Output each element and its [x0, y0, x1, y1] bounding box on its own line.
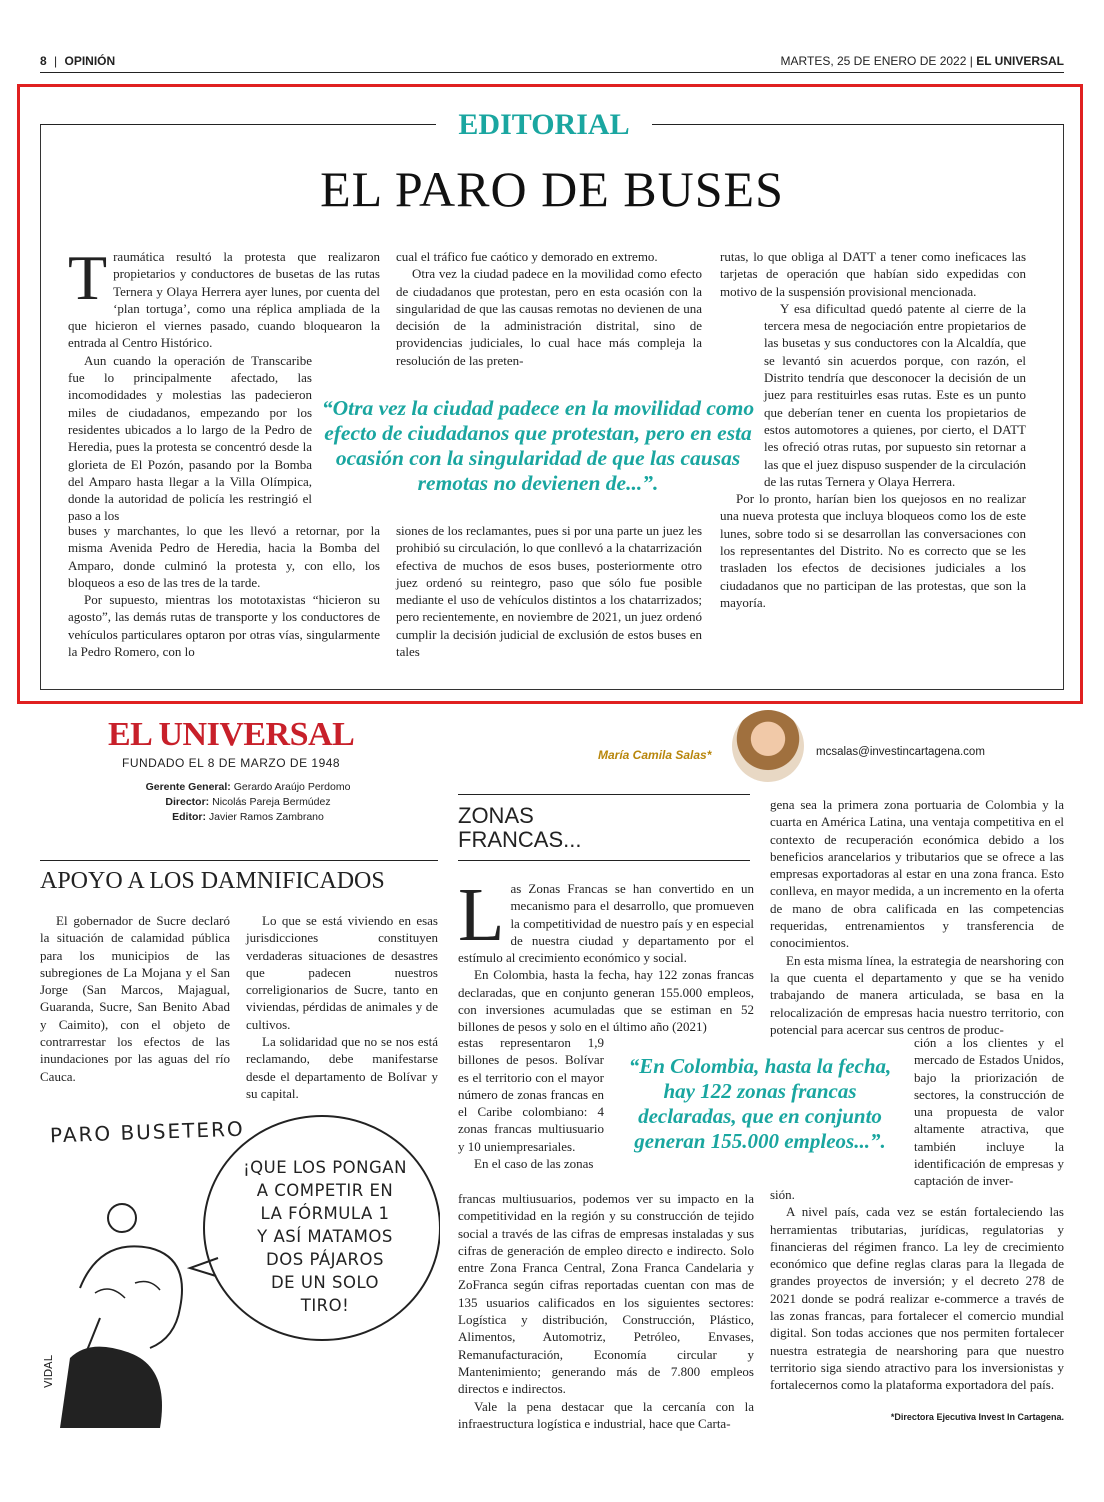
cartoon-caption: PARO BUSETERO	[49, 1116, 246, 1148]
editorial-column-2-bottom	[396, 522, 702, 660]
cartoon-signature: VIDAL	[42, 1355, 55, 1388]
staff-role: Director:	[165, 796, 210, 808]
editorial-paragraph: raumática resultó la protesta que realizaron propietarios y conductores de busetas de las rutas Ternera y Olaya Herrera ayer lunes, por cuenta del ‘plan tortuga’, como una réplica ampliada de la que hicieron el viernes pasado, cuando bloquearon la entrada al Centro Histórico.	[68, 249, 380, 351]
column-title-rule	[458, 860, 750, 861]
column-paragraph: sión.	[770, 1187, 795, 1202]
column-col-2	[770, 796, 1064, 1038]
staff-role: Editor:	[172, 811, 206, 823]
header-rule	[40, 72, 1064, 73]
column-col-2-narrow	[914, 1034, 1064, 1190]
column-title	[458, 804, 658, 852]
apoyo-paragraph: Lo que se está viviendo en esas jurisdicciones constituyen verdaderas situaciones de desastres que padecen nuestros correligionarios de Sucre, tanto en viviendas, pérdidas de animales y de cultivos.	[246, 913, 438, 1032]
author-email: mcsalas@investincartagena.com	[816, 746, 985, 758]
column-col-1	[458, 873, 754, 1036]
issue-date: MARTES, 25 DE ENERO DE 2022	[780, 54, 967, 68]
speech-line: DE UN SOLO	[270, 1273, 380, 1292]
apoyo-top-rule	[40, 860, 438, 861]
column-paragraph: as Zonas Francas se han convertido en un mecanismo para el desarrollo, que promueven la competitividad de nuestro país y en especial de nuestra ciudad y departamento por el estímulo al crecimiento económico y social.	[458, 881, 754, 966]
section-name: OPINIÓN	[64, 54, 116, 68]
staff-name: Gerardo Araújo Perdomo	[233, 781, 351, 793]
editorial-paragraph: buses y marchantes, lo que les llevó a retornar, por la misma Avenida Pedro de Heredia, hacia la Bomba del Amparo, donde culminó la protesta y, con ello, los bloqueos a eso de las tres de la tarde.	[68, 523, 380, 590]
editorial-pullquote: “Otra vez la ciudad padece en la movilidad como efecto de ciudadanos que protestan, pero en esta ocasión con la singularidad de que las causas remotas no devienen de...”.	[321, 396, 755, 495]
editorial-column-2	[396, 248, 702, 369]
column-col-2-bottom	[770, 1186, 1064, 1394]
editorial-title: EL PARO DE BUSES	[320, 161, 784, 217]
apoyo-title: APOYO A LOS DAMNIFICADOS	[40, 868, 385, 894]
page-number: 8	[40, 54, 47, 68]
editorial-paragraph: siones de los reclamantes, pues si por una parte un juez les prohibió su circulación, lo que conllevó a la chatarrización efectiva de muchos de esos buses, posteriormente otro juez ordenó su reintegro, paso que sólo fue posible mediante el uso de vehículos distintos a los chatarrizados; pero recientemente, en noviembre de 2021, un juez ordenó cumplir la decisión judicial de exclusión de estos buses en tales	[396, 523, 702, 660]
masthead-founded: FUNDADO EL 8 DE MARZO DE 1948	[122, 756, 341, 770]
speech-line: ¡QUE LOS PONGAN	[243, 1158, 407, 1177]
column-paragraph: En Colombia, hasta la fecha, hay 122 zonas francas declaradas, que en conjunto generan 155.000 empleos, con inversiones acumuladas que se estiman en 52 billones de pesos y solo en el último año (2021)	[458, 967, 754, 1035]
speech-line: LA FÓRMULA 1	[260, 1204, 390, 1223]
masthead-logo: EL UNIVERSAL	[108, 716, 355, 753]
editorial-column-1-bottom	[68, 522, 380, 660]
apoyo-column-1	[40, 912, 230, 1085]
column-paragraph: En esta misma línea, la estrategia de nearshoring con la que cuenta el departamento y que se ha venido trabajando de manera articulada, se basa en la relocalización de empresas hacia nuestro territorio, con potencial para acercar sus centros de produc-	[770, 952, 1064, 1037]
column-paragraph: En el caso de las zonas	[474, 1156, 594, 1172]
column-pullquote: “En Colombia, hasta la fecha, hay 122 zonas francas declaradas, que en conjunto generan 155.000 empleos...”.	[628, 1054, 892, 1153]
staff-role: Gerente General:	[145, 781, 231, 793]
editorial-paragraph: rutas, lo que obliga al DATT a tener como ineficaces las tarjetas de operación que habían sido expedidas con motivo de la suspensión provisional mencionada.	[720, 249, 1026, 299]
column-paragraph: A nivel país, cada vez se están fortaleciendo las herramientas tributarias, jurídicas, regulatorias y financieras del régimen franco. La ley de crecimiento económico que define reglas claras para la llegada de grandes proyectos de inversión; y el decreto 278 de 2021 donde se podrá realizar e-commerce a través de las zonas francas, para fortalecer el comercio mundial digital. Son todas acciones que nos permiten fortalecer nuestra estrategia de nearshoring para que nuestro territorio siga siendo atractivo para los inversionistas y fortalecernos como la plataforma exportadora del país.	[770, 1204, 1064, 1393]
speech-line: DOS PÁJAROS	[266, 1250, 384, 1269]
column-col-1-bottom	[458, 1190, 754, 1432]
editorial-dropcap: T	[68, 242, 108, 313]
column-paragraph: estas representaron 1,9 billones de pesos. Bolívar es el territorio con el mayor número de zonas francas en el Caribe colombiano: 4 zonas francas multiusuario y 10 uniempresariales.	[458, 1035, 604, 1154]
editorial-paragraph: Otra vez la ciudad padece en la movilidad como efecto de ciudadanos que protestan, pero en esta ocasión con la singularidad de que las causas remotas no devienen de una decisión de la administración distrital, sino de providencias judiciales, lo cual hace más compleja la resolución de las preten-	[396, 266, 702, 368]
cartoon	[40, 1108, 440, 1438]
author-footnote: *Directora Ejecutiva Invest In Cartagena.	[890, 1412, 1064, 1422]
editorial-column-3	[720, 248, 1026, 611]
author-name: María Camila Salas*	[598, 748, 712, 762]
column-paragraph: Vale la pena destacar que la cercanía con la infraestructura logística e industrial, hace que Carta-	[458, 1398, 754, 1431]
editorial-top-rule-right	[652, 124, 1064, 125]
masthead-staff	[98, 780, 398, 825]
column-paragraph: gena sea la primera zona portuaria de Colombia y la cuarta en América Latina, una ventaja competitiva en el contexto de recuperación económica debido a los beneficios arancelarios y tributarios que se ofrece a las empresas exportadoras al estar en una zona franca. Esto conlleva, en mayor medida, a un incremento en la oferta de mano de obra calificada en las competencias requeridas, entrenamientos y transferencia de conocimientos.	[770, 797, 1064, 951]
column-paragraph: francas multiusuarios, podemos ver su impacto en la competitividad en la región y su construcción de tejido social a través de las cifras de empresas instaladas y sus cifras de generación de empleo directo e indirecto. Solo entre Zona Franca Central, Zona Franca Candelaria y ZoFranca según cifras reportadas cuentan con mas de 135 usuarios calificados en los siguientes sectores: Logística y distribución, Construcción, Plástico, Alimentos, Automotriz, Petróleo, Envases, Remanufacturación, Economía circular y Mantenimiento; generando más de 7.800 empleos directos e indirectos.	[458, 1191, 754, 1397]
apoyo-paragraph: La solidaridad que no se nos está reclamando, debe manifestarse desde el departamento de Bolívar y su capital.	[246, 1034, 438, 1101]
cartoon-speech	[230, 1156, 420, 1317]
staff-name: Javier Ramos Zambrano	[208, 811, 324, 823]
speech-line: A COMPETIR EN	[256, 1181, 394, 1200]
column-title-line: FRANCAS...	[458, 827, 582, 852]
column-title-line: ZONAS	[458, 803, 534, 828]
column-col-1-narrow	[458, 1034, 604, 1172]
editorial-paragraph: Aun cuando la operación de Transcaribe fue lo principalmente afectado, las incomodidades y molestias las padecieron miles de ciudadanos, empezando por los residentes ubicados a lo largo de la Pedro de Heredia, pues la protesta se concentró desde la glorieta de El Pozón, pasando por la Bomba del Amparo hasta llegar a la Villa Olímpica, donde la autoridad de policía les restringió el paso a los	[68, 352, 312, 524]
column-dropcap: L	[458, 873, 505, 957]
apoyo-paragraph: El gobernador de Sucre declaró la situación de calamidad pública para los municipios de las subregiones de La Mojana y el San Jorge (San Marcos, Majagual, Guaranda, Sucre, San Benito Abad y Caimito), con el objeto de contrarrestar los efectos de las inundaciones por las aguas del río Cauca.	[40, 913, 230, 1084]
speech-line: TIRO!	[300, 1296, 350, 1315]
speech-line: Y ASÍ MATAMOS	[257, 1227, 393, 1246]
column-top-rule	[458, 794, 750, 795]
apoyo-column-2	[246, 912, 438, 1102]
staff-name: Nicolás Pareja Bermúdez	[212, 796, 331, 808]
editorial-top-rule-left	[40, 124, 436, 125]
editorial-paragraph: Por lo pronto, harían bien los quejosos en no realizar una nueva protesta que incluya bloqueos como los de este lunes, sobre todo si se desarrollan las conversaciones con los representantes del Distrito. No es correcto que se les trasladen los efectos de decisiones judiciales a los ciudadanos que no participan de las protestas, que son la mayoría.	[720, 491, 1026, 610]
column-paragraph: ción a los clientes y el mercado de Estados Unidos, bajo la priorización de sectores, la construcción de una propuesta de valor altamente atractiva, que también incluye la identificación de empresas y captación de inver-	[914, 1035, 1064, 1189]
editorial-kicker: EDITORIAL	[458, 108, 630, 141]
editorial-paragraph: cual el tráfico fue caótico y demorado en extremo.	[396, 249, 658, 264]
paper-name: EL UNIVERSAL	[976, 54, 1064, 68]
editorial-paragraph: Por supuesto, mientras los mototaxistas “hicieron su agosto”, las demás rutas de transporte y los conductores de vehículos particulares optaron por otras vías, singularmente la Pedro Romero, con lo	[68, 592, 380, 660]
page-header: 8 | OPINIÓN MARTES, 25 DE ENERO DE 2022 | EL UNIVERSAL	[40, 54, 1064, 68]
editorial-paragraph: Y esa dificultad quedó patente al cierre de la tercera mesa de negociación entre propietarios de las busetas y sus conductores con la Alcaldía, que se levantó sin acuerdos porque, con razón, el Distrito tendría que desconocer la decisión de un juez para restituirles esas rutas. Este es un punto que deberían tener en cuenta los propietarios de estos automotores a quienes, por cierto, el DATT les ofreció otras rutas, por supuesto sin retornar a las que el juez dispuso suspender de la circulación de las rutas Ternera y Olaya Herrera.	[764, 300, 1026, 489]
author-avatar	[732, 710, 804, 782]
